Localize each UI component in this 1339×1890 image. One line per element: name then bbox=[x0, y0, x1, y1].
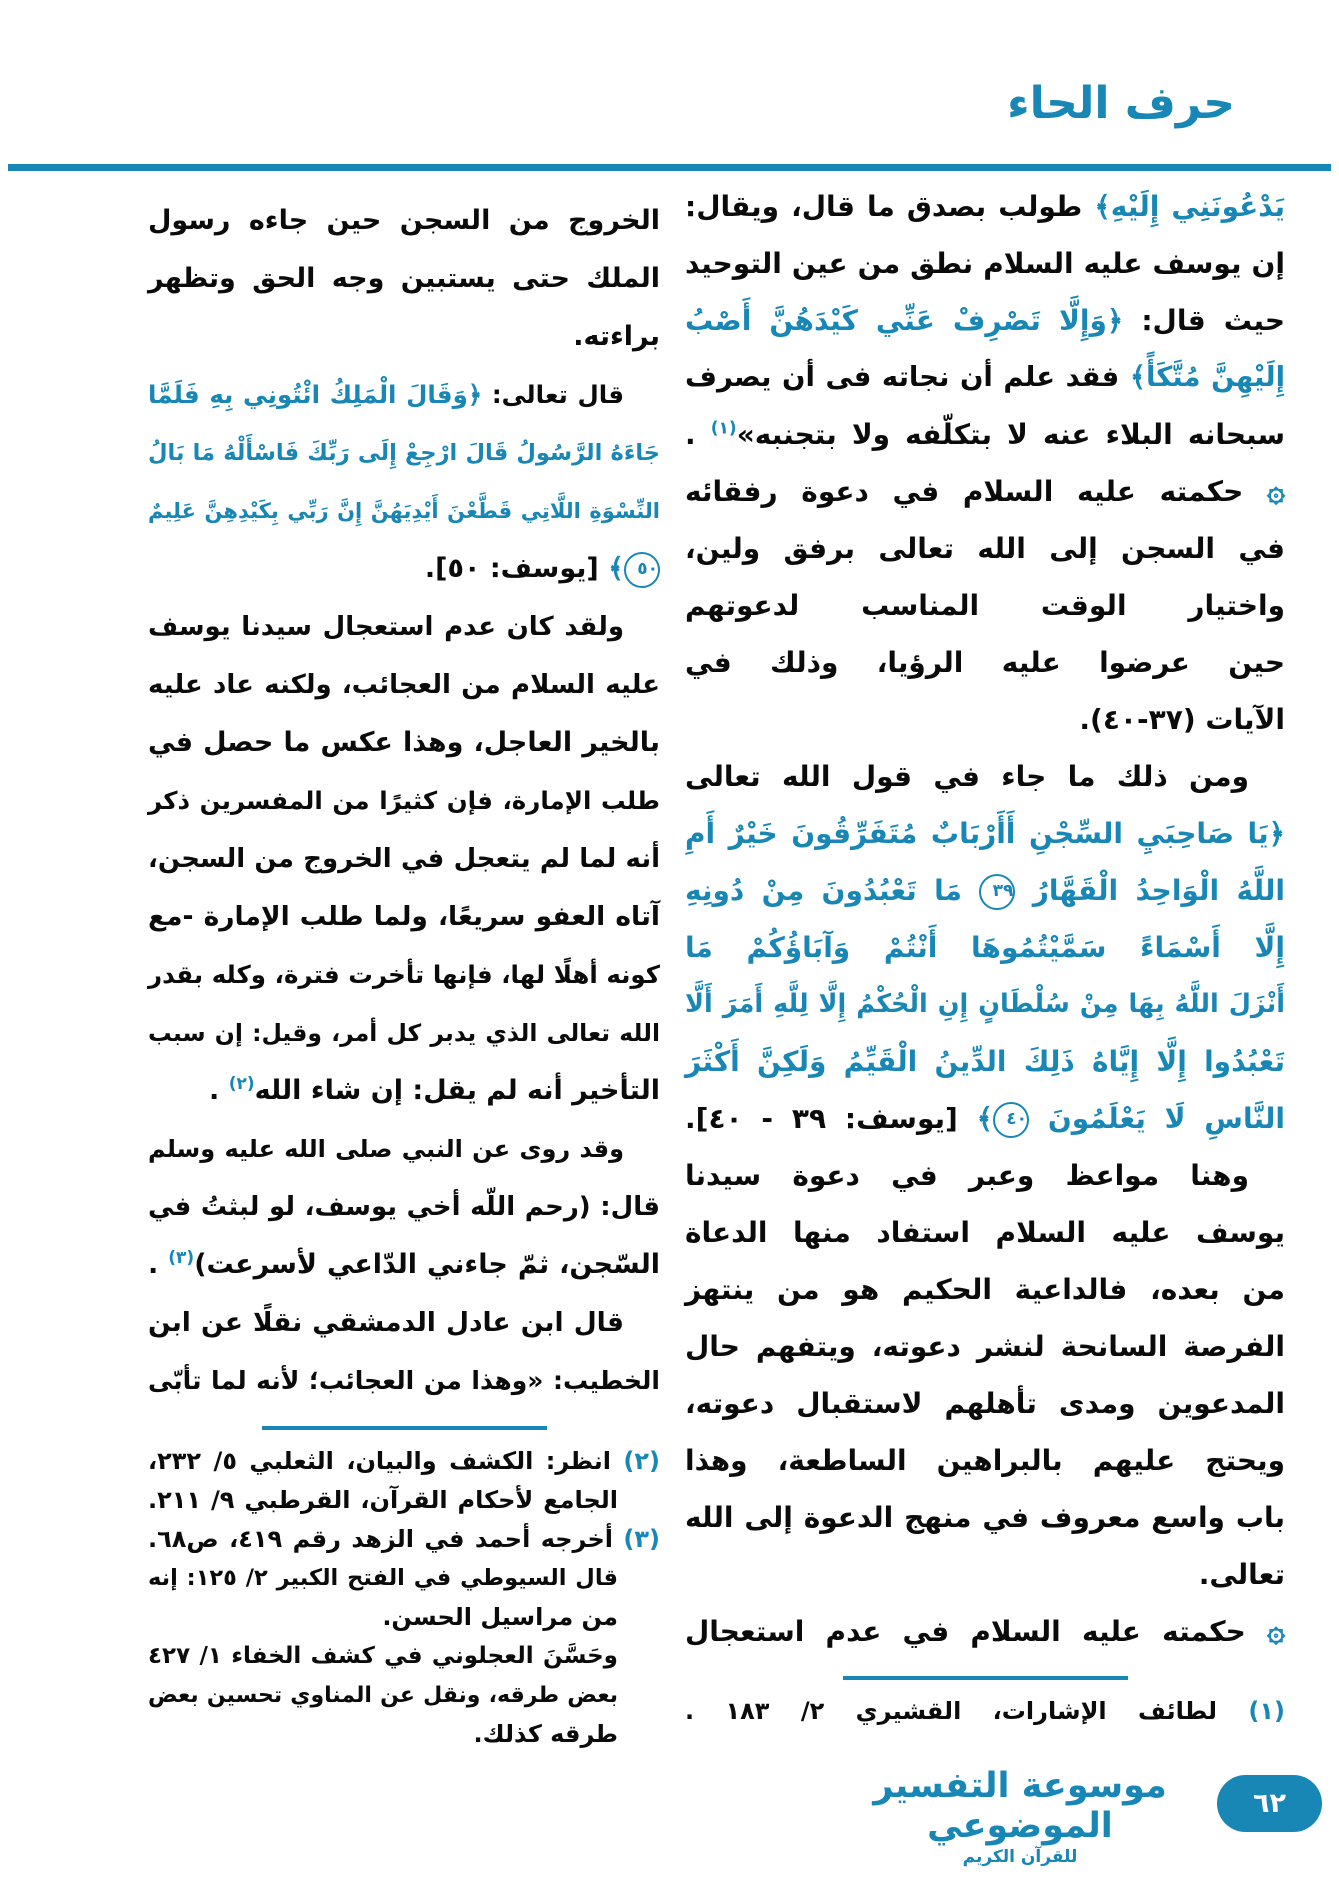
text-line bbox=[148, 656, 660, 714]
section-flower-icon: ۞ bbox=[1266, 1613, 1285, 1649]
footnote-separator bbox=[843, 1676, 1128, 1680]
footnote-line bbox=[148, 1481, 660, 1520]
footnote-line bbox=[148, 1715, 660, 1754]
quran-text: وَإِلَّا تَصْرِفْ عَنِّي كَيْدَهُنَّ أَصْبُ bbox=[685, 304, 1107, 337]
footnote-ref-superscript: (٣) bbox=[168, 1248, 195, 1268]
section-flower-icon: ۞ bbox=[1266, 473, 1285, 509]
footnote-text: من مراسيل الحسن. bbox=[382, 1603, 618, 1631]
text-line bbox=[685, 178, 1285, 235]
text-line bbox=[148, 366, 660, 424]
publisher-logo bbox=[860, 1766, 1180, 1868]
body-text: التأخير أنه لم يقل: إن شاء الله bbox=[254, 1075, 660, 1106]
body-text: طلب الإمارة، فإن كثيرًا من المفسرين ذكر bbox=[148, 786, 660, 815]
body-text: . bbox=[148, 1249, 169, 1280]
text-line bbox=[148, 888, 660, 946]
heading-text: في السجن إلى الله تعالى برفق ولين، bbox=[685, 532, 1285, 565]
footnote-line bbox=[148, 1520, 660, 1559]
text-line bbox=[685, 862, 1285, 919]
text-line bbox=[148, 308, 660, 366]
footnote-marker: (٣) bbox=[623, 1525, 660, 1553]
text-line bbox=[685, 748, 1285, 805]
footnote-line bbox=[148, 1676, 660, 1715]
text-line bbox=[685, 1147, 1285, 1204]
body-text: [يوسف: ٣٩ - ٤٠]. bbox=[685, 1102, 977, 1135]
ayah-number-badge: ٤٠ bbox=[993, 1102, 1029, 1138]
text-line bbox=[685, 1432, 1285, 1489]
body-text: بالخير العاجل، وهذا عكس ما حصل في bbox=[148, 727, 660, 758]
body-text: قال: bbox=[590, 1192, 661, 1222]
quran-bracket: ﴾ bbox=[608, 553, 624, 584]
footnote-text: بعض طرقه، ونقل عن المناوي تحسين بعض bbox=[148, 1683, 618, 1708]
body-text: الخطيب: «وهذا من العجائب؛ لأنه لما تأبّى bbox=[148, 1366, 660, 1395]
text-line bbox=[685, 463, 1285, 520]
footnote-ref-superscript: (١) bbox=[710, 418, 737, 439]
quran-text: يَدْعُونَنِي إِلَيْهِ bbox=[1110, 190, 1285, 223]
footnote-text: وحَسَّنَ العجلوني في كشف الخفاء ١/ ٤٢٧ bbox=[148, 1643, 618, 1669]
text-line bbox=[685, 577, 1285, 634]
quran-text: تَعْبُدُوا إِلَّا إِيَّاهُ ذَلِكَ الدِّينُ الْقَيِّمُ وَلَكِنَّ أَكْثَرَ bbox=[685, 1045, 1285, 1078]
quran-text: اللَّهُ الْوَاحِدُ الْقَهَّارُ bbox=[1015, 874, 1285, 907]
heading-text: حين عرضوا عليه الرؤيا، وذلك في bbox=[685, 646, 1285, 679]
text-line bbox=[148, 830, 660, 888]
publisher-logo-title: موسوعة التفسير الموضوعي bbox=[873, 1766, 1167, 1846]
text-line bbox=[148, 598, 660, 656]
body-text: وقد روى عن النبي صلى الله عليه وسلم bbox=[148, 1135, 624, 1163]
body-text: طولب بصدق ما قال، ويقال: bbox=[685, 190, 1095, 223]
column-first bbox=[685, 178, 1285, 1731]
text-line bbox=[685, 520, 1285, 577]
footnote-marker: (٢) bbox=[623, 1447, 660, 1475]
footnote-line bbox=[685, 1692, 1285, 1731]
text-line bbox=[148, 1062, 660, 1120]
heading-text: السّجن، ثمّ جاءني الدّاعي لأسرعت) bbox=[194, 1249, 660, 1280]
quran-bracket: ﴾ bbox=[1129, 361, 1146, 393]
text-line bbox=[148, 1352, 660, 1410]
quran-text: إِلَّا أَسْمَاءً سَمَّيْتُمُوهَا أَنْتُمْ وَآبَاؤُكُمْ مَا bbox=[685, 931, 1285, 964]
text-line bbox=[685, 1546, 1285, 1603]
ayah-number-badge: ٣٩ bbox=[979, 874, 1015, 910]
text-line bbox=[148, 424, 660, 482]
text-line bbox=[685, 1033, 1285, 1090]
quran-bracket: ﴿ bbox=[467, 380, 483, 409]
text-line bbox=[685, 805, 1285, 862]
text-line bbox=[685, 691, 1285, 748]
text-line bbox=[685, 1204, 1285, 1261]
body-text: الله تعالى الذي يدبر كل أمر، وقيل: إن سبب bbox=[148, 1019, 660, 1047]
body-text: يوسف عليه السلام استفاد منها الدعاة bbox=[685, 1216, 1285, 1249]
body-text: أنه لما لم يتعجل في الخروج من السجن، bbox=[148, 844, 660, 874]
body-text: آتاه العفو سريعًا، ولما طلب الإمارة -مع bbox=[148, 901, 660, 932]
publisher-logo-subtitle: للقرآن الكريم bbox=[962, 1847, 1078, 1867]
footnote-text: قال السيوطي في الفتح الكبير ٢/ ١٢٥: إنه bbox=[148, 1565, 618, 1591]
quran-bracket: ﴿ bbox=[1106, 304, 1124, 337]
body-text: . bbox=[209, 1075, 229, 1106]
footnote-text: أخرجه أحمد في الزهد رقم ٤١٩، ص٦٨. bbox=[148, 1525, 624, 1553]
quran-bracket: ﴿ bbox=[1268, 817, 1285, 850]
quran-text: جَاءَهُ الرَّسُولُ قَالَ ارْجِعْ إِلَى رَبِّكَ فَاسْأَلْهُ مَا بَالُ bbox=[148, 440, 660, 466]
quran-text: النَّاسِ لَا يَعْلَمُونَ bbox=[1029, 1102, 1285, 1135]
footnote-line bbox=[148, 1442, 660, 1481]
quran-bracket: ﴾ bbox=[976, 1102, 994, 1135]
text-line bbox=[148, 1178, 660, 1236]
text-line bbox=[148, 192, 660, 250]
body-text: إن يوسف عليه السلام نطق من عين التوحيد bbox=[685, 247, 1285, 280]
text-line bbox=[685, 1489, 1285, 1546]
heading-text: (رحم اللّه أخي يوسف، لو لبثتُ في bbox=[148, 1192, 591, 1222]
body-text: وهنا مواعظ وعبر في دعوة سيدنا bbox=[685, 1159, 1249, 1192]
text-line bbox=[685, 1090, 1285, 1147]
text-line bbox=[685, 406, 1285, 463]
text-line bbox=[148, 714, 660, 772]
footnote-text: الجامع لأحكام القرآن، القرطبي ٩/ ٢١١. bbox=[148, 1486, 619, 1514]
footnote-text: لطائف الإشارات، القشيري ٢/ ١٨٣ . bbox=[685, 1697, 1249, 1725]
footnote-line bbox=[148, 1559, 660, 1598]
body-text: من بعده، فالداعية الحكيم هو من ينتهز bbox=[685, 1273, 1285, 1306]
footnote-text: طرقه كذلك. bbox=[473, 1720, 618, 1748]
text-line bbox=[685, 349, 1285, 406]
ayah-number-badge: ٥٠ bbox=[624, 552, 660, 588]
quran-text: وَقَالَ الْمَلِكُ ائْتُونِي بِهِ فَلَمَّا bbox=[148, 380, 468, 409]
text-line bbox=[148, 946, 660, 1004]
footnote-line bbox=[148, 1637, 660, 1676]
text-line bbox=[148, 540, 660, 598]
body-text: قال ابن عادل الدمشقي نقلًا عن ابن bbox=[148, 1307, 624, 1338]
heading-text: براءته. bbox=[573, 321, 660, 352]
text-line bbox=[685, 1318, 1285, 1375]
text-line bbox=[685, 919, 1285, 976]
text-line bbox=[148, 1236, 660, 1294]
quran-text: يَا صَاحِبَيِ السِّجْنِ أَأَرْبَابٌ مُتَفَرِّقُونَ خَيْرٌ أَمِ bbox=[685, 817, 1269, 850]
text-line bbox=[685, 292, 1285, 349]
footnote-text: انظر: الكشف والبيان، الثعلبي ٥/ ٢٣٢، bbox=[148, 1447, 624, 1475]
page-number-badge bbox=[1217, 1775, 1322, 1832]
text-line bbox=[148, 1120, 660, 1178]
body-text: عليه السلام من العجائب، ولكنه عاد عليه bbox=[148, 670, 660, 700]
quran-text: النِّسْوَةِ اللَّاتِي قَطَّعْنَ أَيْدِيَهُنَّ إِنَّ رَبِّي بِكَيْدِهِنَّ عَلِيمٌ bbox=[148, 499, 660, 523]
text-line bbox=[685, 634, 1285, 691]
text-line bbox=[685, 1375, 1285, 1432]
quran-text: إِلَيْهِنَّ مُتَّكَأً bbox=[1145, 361, 1285, 393]
body-text: المدعوين ومدى تأهلهم لاستقبال دعوته، bbox=[685, 1387, 1285, 1420]
footnote-ref-superscript: (٢) bbox=[228, 1074, 255, 1094]
text-line bbox=[148, 482, 660, 540]
text-line bbox=[685, 1603, 1285, 1660]
text-line bbox=[148, 1294, 660, 1352]
heading-text: حكمته عليه السلام في دعوة رفقائه bbox=[685, 475, 1267, 508]
chapter-header-title: حرف الحاء bbox=[1007, 78, 1235, 129]
text-line bbox=[148, 772, 660, 830]
body-text: حيث قال: bbox=[1123, 304, 1285, 337]
quran-text: أَنْزَلَ اللَّهُ بِهَا مِنْ سُلْطَانٍ إِنِ الْحُكْمُ إِلَّا لِلَّهِ أَمَرَ أَلَّا bbox=[685, 989, 1285, 1019]
body-text: ومن ذلك ما جاء في قول الله تعالى bbox=[685, 760, 1249, 793]
body-text: فقد علم أن نجاته فى أن يصرف bbox=[685, 361, 1130, 393]
header-rule bbox=[8, 164, 1331, 171]
text-line bbox=[685, 976, 1285, 1033]
body-text: تعالى. bbox=[1198, 1558, 1285, 1591]
body-text: [يوسف: ٥٠]. bbox=[424, 553, 609, 584]
heading-text: واختيار الوقت المناسب لدعوتهم bbox=[685, 589, 1285, 622]
heading-text: الخروج من السجن حين جاءه رسول bbox=[148, 205, 660, 236]
body-text: ويحتج عليهم بالبراهين الساطعة، وهذا bbox=[685, 1444, 1285, 1477]
body-text: ولقد كان عدم استعجال سيدنا يوسف bbox=[148, 612, 624, 642]
quran-bracket: ﴾ bbox=[1094, 190, 1111, 223]
body-text: الفرصة السانحة لنشر دعوته، ويتفهم حال bbox=[685, 1330, 1285, 1363]
heading-text: الملك حتى يستبين وجه الحق وتظهر bbox=[148, 263, 660, 294]
body-text: قال تعالى: bbox=[482, 380, 624, 409]
text-line bbox=[685, 235, 1285, 292]
page-number: ٦٢ bbox=[1253, 1788, 1286, 1819]
body-text: سبحانه البلاء عنه لا بتكلّفه ولا بتجنبه» bbox=[736, 418, 1285, 451]
body-text: باب واسع معروف في منهج الدعوة إلى الله bbox=[685, 1501, 1285, 1534]
footnote-line bbox=[148, 1598, 660, 1637]
footnote-separator bbox=[262, 1426, 547, 1430]
column-second bbox=[148, 192, 660, 1754]
footnote-marker: (١) bbox=[1248, 1697, 1286, 1725]
heading-text: حكمته عليه السلام في عدم استعجال bbox=[685, 1615, 1267, 1648]
text-line bbox=[685, 1261, 1285, 1318]
body-text: كونه أهلًا لها، فإنها تأخرت فترة، وكله بقدر bbox=[148, 960, 660, 989]
quran-text: مَا تَعْبُدُونَ مِنْ دُونِهِ bbox=[685, 874, 980, 907]
body-text: . bbox=[685, 418, 711, 451]
text-line bbox=[148, 250, 660, 308]
text-line bbox=[148, 1004, 660, 1062]
heading-text: الآيات (٣٧-٤٠). bbox=[1079, 703, 1285, 736]
